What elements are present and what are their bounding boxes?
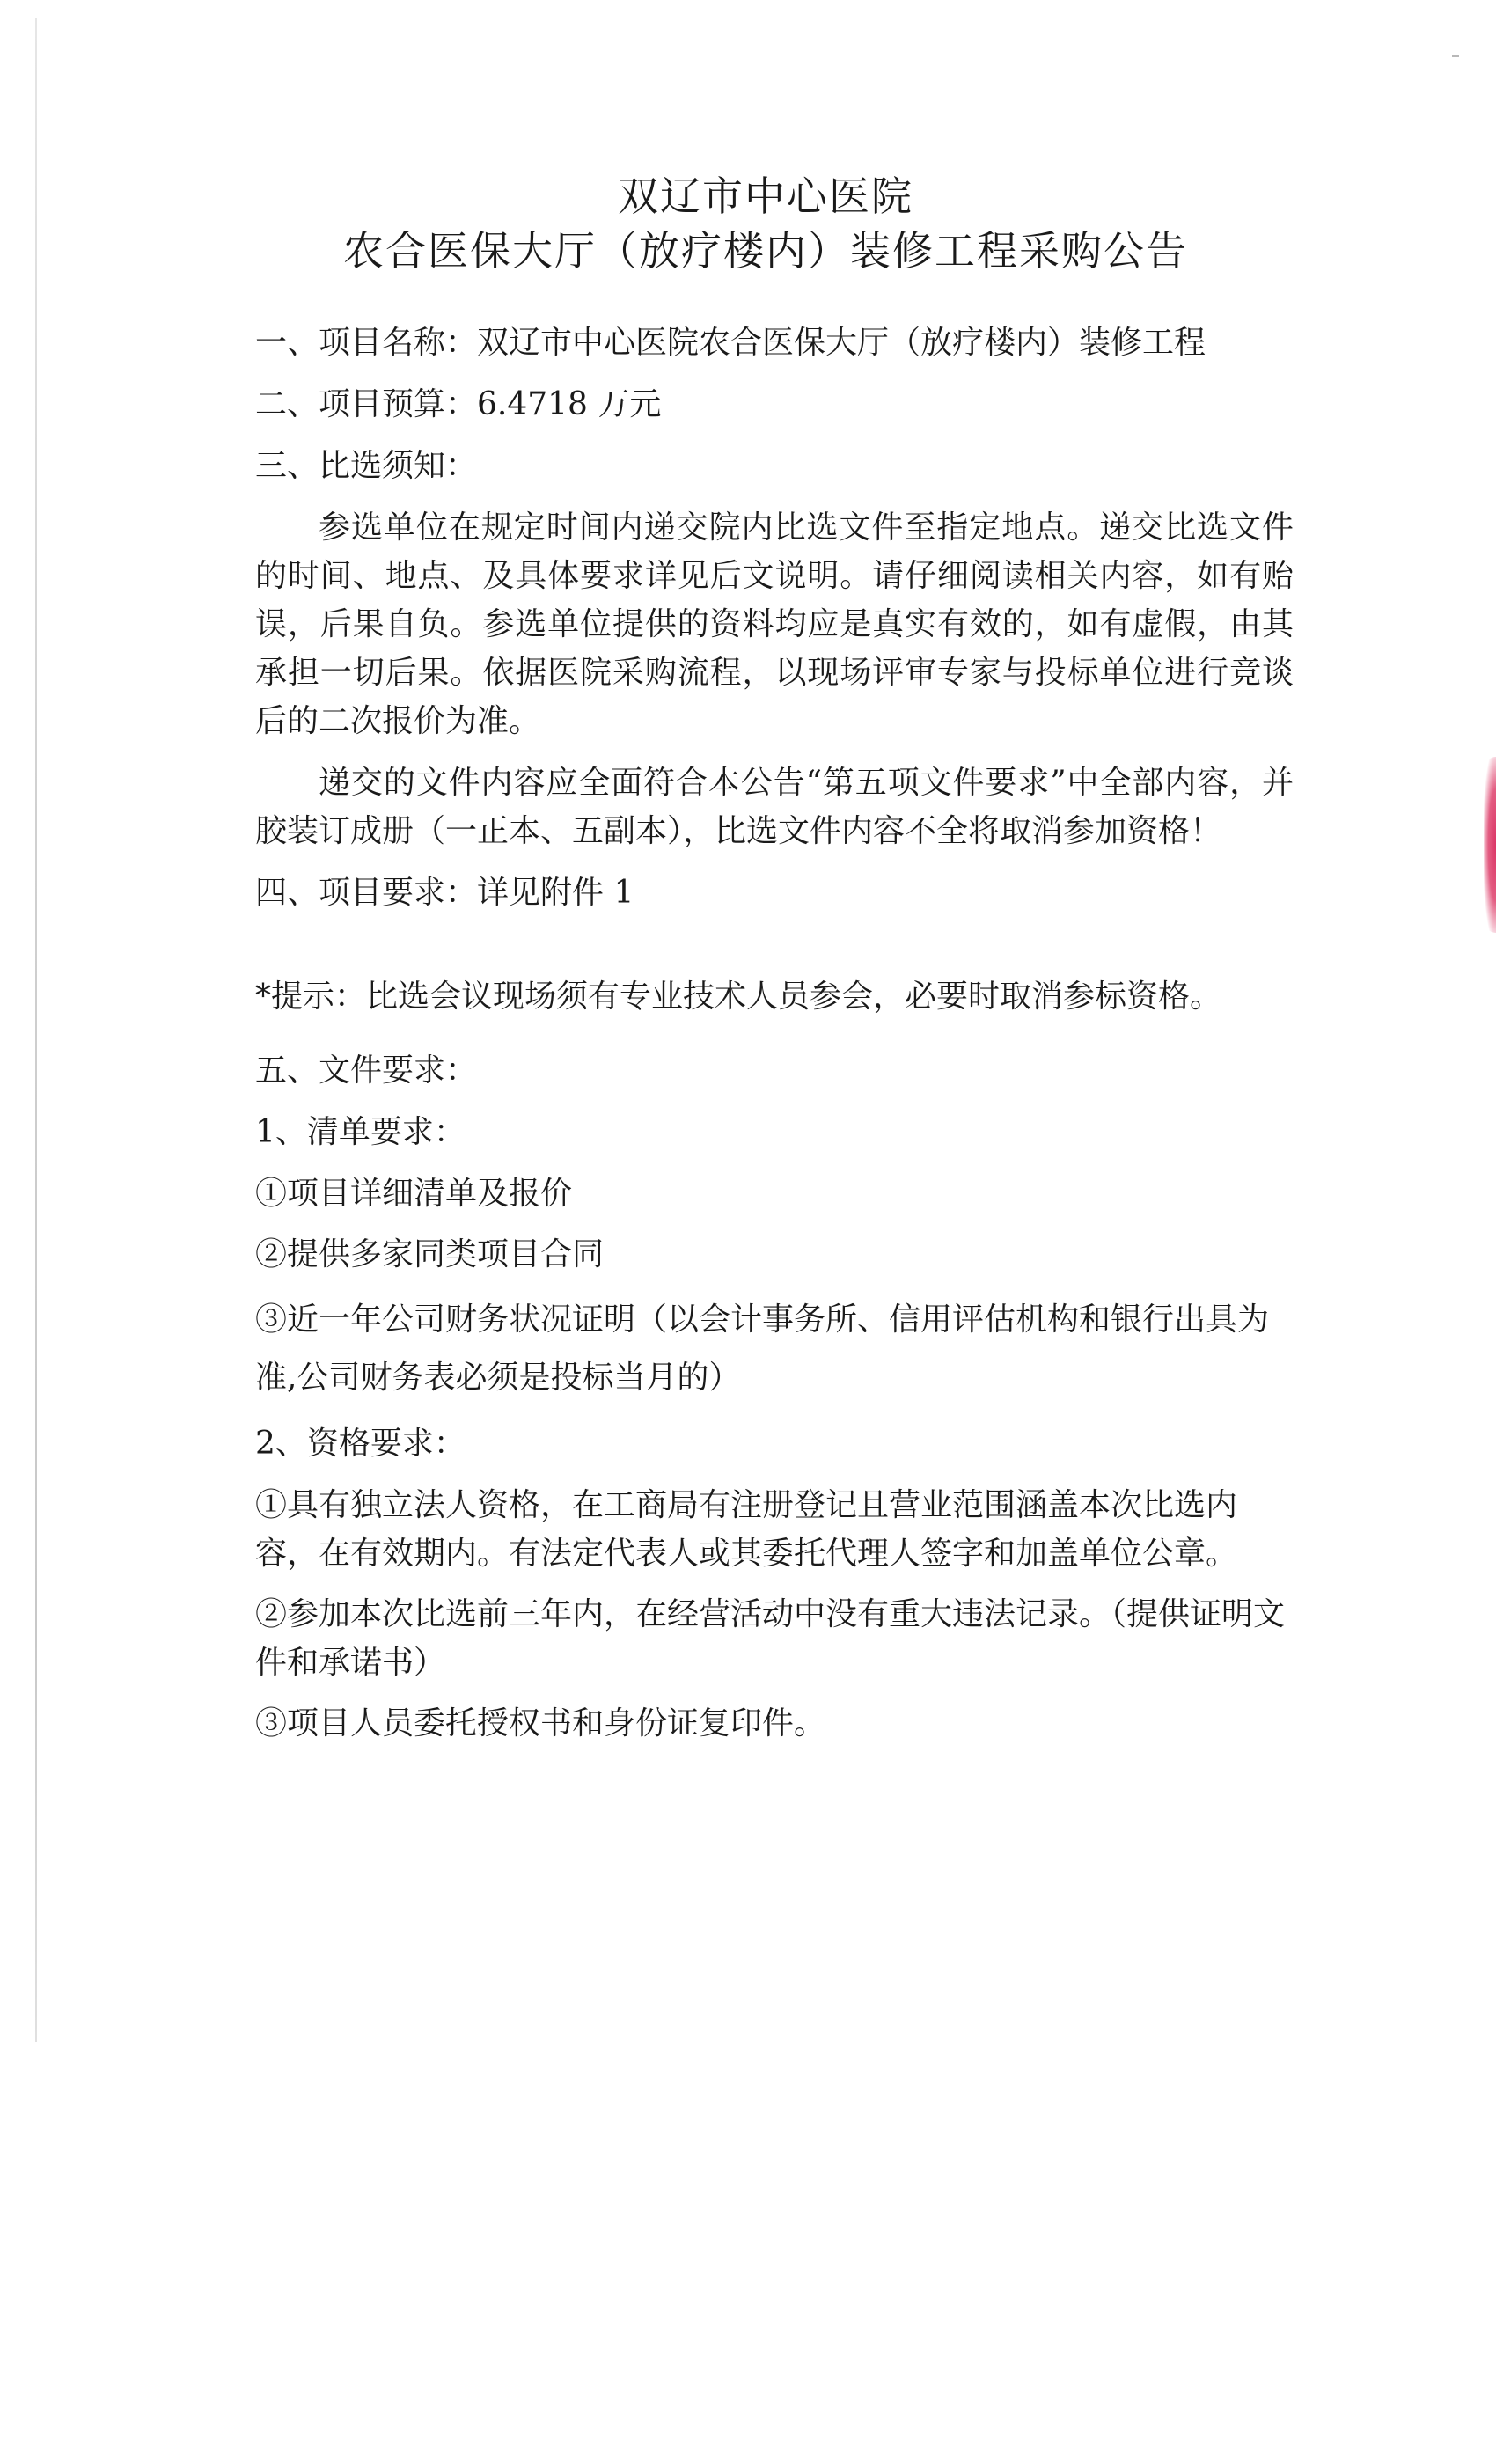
red-seal-edge [1484, 757, 1496, 933]
section-notice-heading: 三、比选须知： [255, 448, 478, 484]
scan-edge-line [35, 18, 37, 2042]
list-item: ①具有独立法人资格，在工商局有注册登记且营业范围涵盖本次比选内容，在有效期内。有法定代表人或其委托代理人签字和加盖单位公章。 [255, 1487, 1238, 1572]
section-project-budget: 二、项目预算：6.4718 万元 [255, 386, 662, 422]
section-document-requirements: 五、文件要求： [255, 1052, 478, 1089]
notice-paragraph-2: 递交的文件内容应全面符合本公告“第五项文件要求”中全部内容，并胶装订成册（一正本、五副本），比选文件内容不全将取消参加资格！ [255, 765, 1294, 849]
document-title-line2: 农合医保大厅（放疗楼内）装修工程采购公告 [343, 227, 1188, 275]
subsection-list-requirements: 1、清单要求： [255, 1114, 466, 1150]
list-item: ②参加本次比选前三年内，在经营活动中没有重大违法记录。（提供证明文件和承诺书） [255, 1596, 1286, 1681]
notice-paragraph-1: 参选单位在规定时间内递交院内比选文件至指定地点。递交比选文件的时间、地点、及具体要求详见后文说明。请仔细阅读相关内容，如有贻误，后果自负。参选单位提供的资料均应是真实有效的，如有虚假，由其承担一切后果。依据医院采购流程，以现场评审专家与投标单位进行竞谈后的二次报价为准。 [255, 510, 1294, 739]
hint-note: *提示：比选会议现场须有专业技术人员参会，必要时取消参标资格。 [255, 979, 1222, 1015]
list-item: ③近一年公司财务状况证明（以会计事务所、信用评估机构和银行出具为准,公司财务表必须是投标当月的） [255, 1302, 1270, 1396]
document-title-line1: 双辽市中心医院 [618, 172, 913, 220]
subsection-qualification-requirements: 2、资格要求： [255, 1426, 466, 1462]
list-item: ②提供多家同类项目合同 [255, 1236, 605, 1272]
list-item: ①项目详细清单及报价 [255, 1176, 573, 1212]
scan-mark [1452, 55, 1459, 57]
section-project-requirements: 四、项目要求：详见附件 1 [255, 875, 634, 911]
document-body [255, 319, 1294, 1760]
list-item: ③项目人员委托授权书和身份证复印件。 [255, 1705, 826, 1742]
section-project-name: 一、项目名称：双辽市中心医院农合医保大厅（放疗楼内）装修工程 [255, 325, 1206, 361]
